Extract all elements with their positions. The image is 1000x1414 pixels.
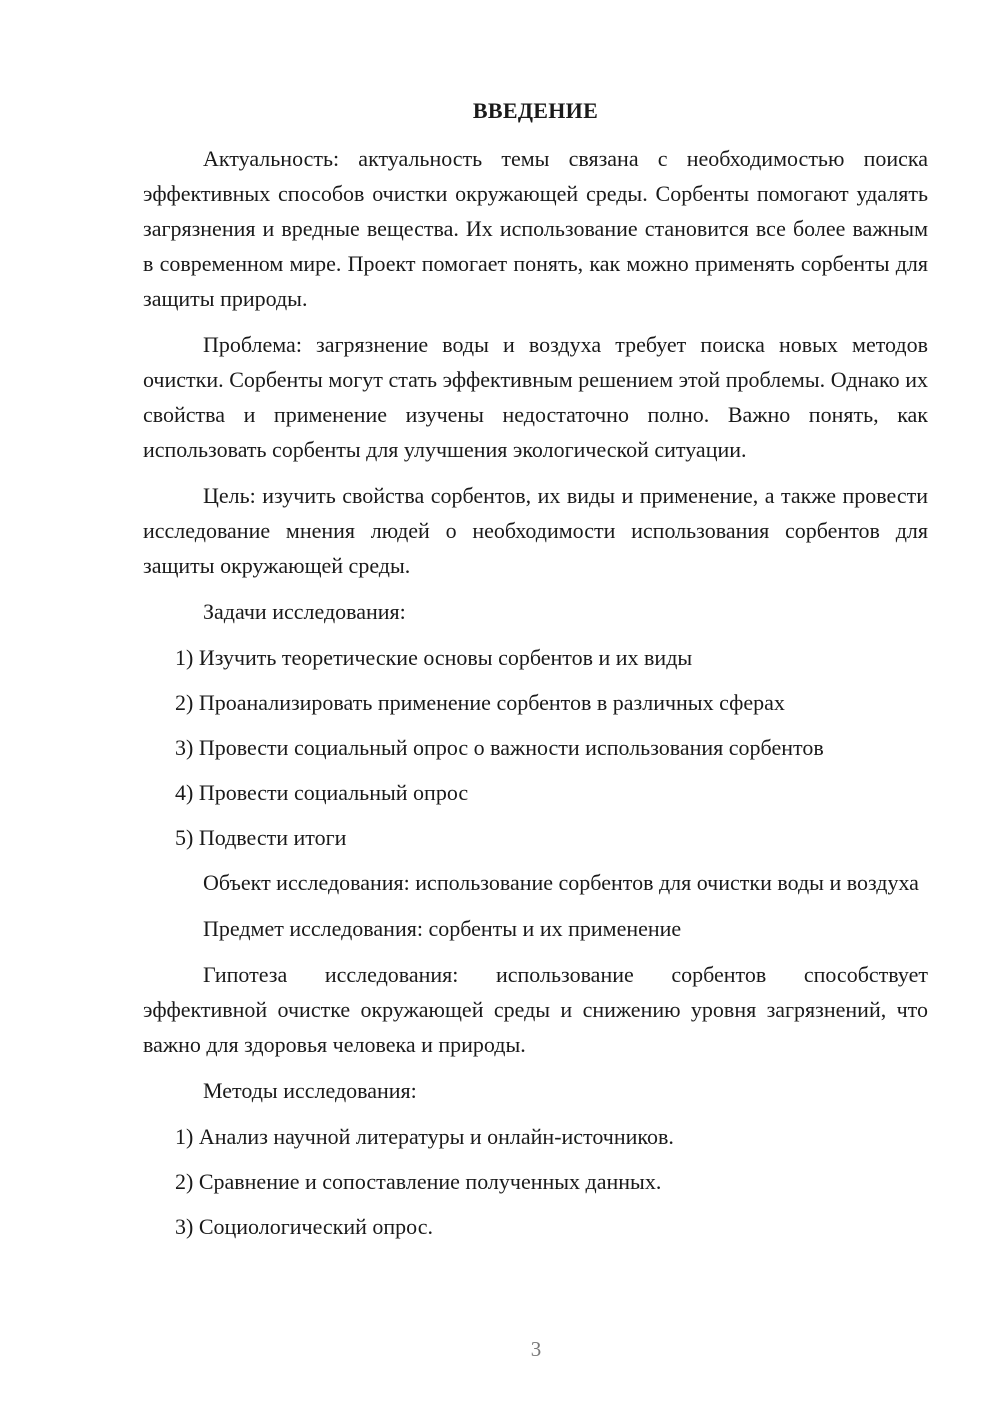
- tasks-list: [143, 640, 928, 855]
- list-item: 3) Провести социальный опрос о важности использования сорбентов: [175, 735, 824, 760]
- subject-paragraph: Предмет исследования: сорбенты и их применение: [203, 916, 682, 941]
- object-paragraph: Объект исследования: использование сорбентов для очистки воды и воздуха: [203, 870, 919, 895]
- problem-paragraph: Проблема: загрязнение воды и воздуха требует поиска новых методов очистки. Сорбенты могут стать эффективным решением этой проблемы. Однако их свойства и применение изучены недостаточно полно. Важно понять, как использовать сорбенты для улучшения экологической ситуации.: [143, 332, 928, 462]
- list-item: 3) Социологический опрос.: [175, 1214, 433, 1239]
- list-item: 4) Провести социальный опрос: [175, 780, 469, 805]
- list-item: 1) Изучить теоретические основы сорбентов и их виды: [175, 645, 693, 670]
- list-item: 1) Анализ научной литературы и онлайн-источников.: [175, 1124, 674, 1149]
- methods-list: [143, 1119, 928, 1244]
- relevance-paragraph: Актуальность: актуальность темы связана с необходимостью поиска эффективных способов очистки окружающей среды. Сорбенты помогают удалять загрязнения и вредные вещества. Их использование становится все более важным в современном мире. Проект помогает понять, как можно применять сорбенты для защиты природы.: [143, 146, 928, 311]
- tasks-label: Задачи исследования:: [203, 599, 406, 624]
- methods-label: Методы исследования:: [203, 1078, 417, 1103]
- page-number: 3: [530, 1337, 542, 1361]
- page-content: [143, 93, 928, 1254]
- goal-paragraph: Цель: изучить свойства сорбентов, их виды и применение, а также провести исследование мнения людей о необходимости использования сорбентов для защиты окружающей среды.: [143, 483, 928, 578]
- list-item: 5) Подвести итоги: [175, 825, 347, 850]
- list-item: 2) Проанализировать применение сорбентов в различных сферах: [175, 690, 785, 715]
- list-item: 2) Сравнение и сопоставление полученных данных.: [175, 1169, 662, 1194]
- hypothesis-paragraph: Гипотеза исследования: использование сорбентов способствует эффективной очистке окружающей среды и снижению уровня загрязнений, что важно для здоровья человека и природы.: [143, 962, 928, 1057]
- section-heading: ВВЕДЕНИЕ: [472, 98, 599, 123]
